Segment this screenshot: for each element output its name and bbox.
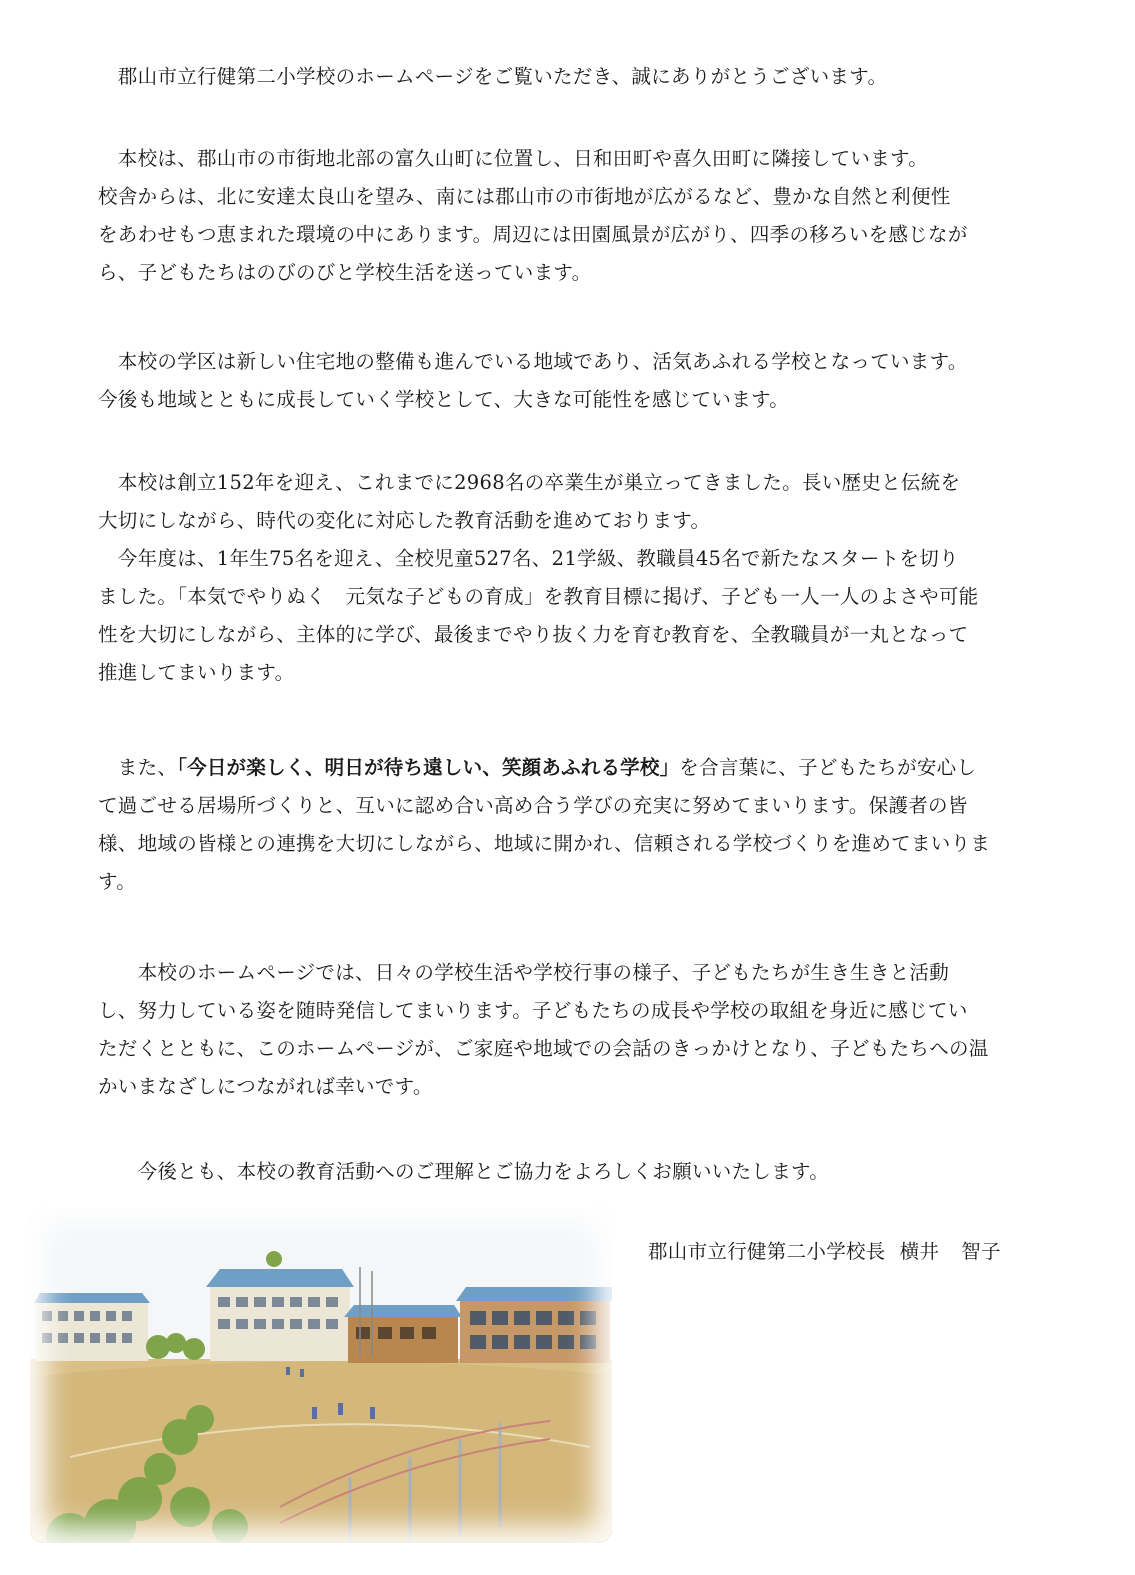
signature-surname: 横井	[899, 1240, 940, 1263]
text-line: す。	[98, 870, 137, 893]
text-line: 大切にしながら、時代の変化に対応した教育活動を進めております。	[98, 509, 711, 532]
text-line: ただくとともに、このホームページが、ご家庭や地域での会話のきっかけとなり、子どもたちへの温	[98, 1037, 989, 1060]
text-line: 性を大切にしながら、主体的に学び、最後までやり抜く力を育む教育を、全教職員が一丸となって	[98, 623, 969, 646]
text-line: をあわせもつ恵まれた環境の中にあります。周辺には田園風景が広がり、四季の移ろいを感じなが	[98, 223, 968, 246]
text-line: 校舎からは、北に安達太良山を望み、南には郡山市の市街地が広がるなど、豊かな自然と利便性	[98, 185, 951, 208]
text-line: ました。「本気でやりぬく 元気な子どもの育成」を教育目標に掲げ、子ども一人一人のよさや可能	[98, 585, 979, 608]
text-line: 本校の学区は新しい住宅地の整備も進んでいる地域であり、活気あふれる学校となっています。	[98, 350, 968, 373]
text-line: 本校は、郡山市の市街地北部の富久山町に位置し、日和田町や喜久田町に隣接しています。	[98, 147, 929, 170]
greeting-paragraph-3	[98, 343, 1070, 419]
text-line: 今後とも、本校の教育活動へのご理解とご協力をよろしくお願いいたします。	[98, 1160, 830, 1183]
text-line	[98, 749, 1070, 787]
greeting-paragraph-5	[98, 749, 1070, 901]
text-line: 今年度は、1年生75名を迎え、全校児童527名、21学級、教職員45名で新たなスタートを切り	[98, 547, 959, 570]
school-motto: 「今日が楽しく、明日が待ち遠しい、笑顔あふれる学校」	[177, 756, 680, 779]
text-line: 本校のホームページでは、日々の学校生活や学校行事の様子、子どもたちが生き生きと活動	[98, 961, 950, 984]
greeting-paragraph-2	[98, 140, 1070, 292]
greeting-paragraph-6	[98, 954, 1070, 1106]
text-line: かいまなざしにつながれば幸いです。	[98, 1075, 433, 1098]
greeting-paragraph-1	[98, 58, 1070, 96]
signature-given-name: 智子	[961, 1240, 1001, 1263]
text-line: 推進してまいります。	[98, 661, 295, 684]
text-line: 本校は創立152年を迎え、これまでに2968名の卒業生が巣立ってきました。長い歴史と伝統を	[98, 471, 961, 494]
greeting-paragraph-4	[98, 464, 1070, 692]
text-segment: また、	[98, 756, 178, 779]
text-line: 郡山市立行健第二小学校のホームページをご覧いただき、誠にありがとうございます。	[98, 65, 888, 88]
text-line: ら、子どもたちはのびのびと学校生活を送っています。	[98, 261, 592, 284]
principal-signature	[648, 1233, 1001, 1271]
text-line: て過ごせる居場所づくりと、互いに認め合い高め合う学びの充実に努めてまいります。保護者の皆	[98, 794, 968, 817]
text-line: 様、地域の皆様との連携を大切にしながら、地域に開かれ、信頼される学校づくりを進めてまいりま	[98, 832, 991, 855]
signature-title: 郡山市立行健第二小学校長	[648, 1240, 886, 1263]
text-line: し、努力している姿を随時発信してまいります。子どもたちの成長や学校の取組を身近に感じてい	[98, 999, 968, 1022]
text-segment: を合言葉に、子どもたちが安心し	[679, 756, 977, 779]
text-line: 今後も地域とともに成長していく学校として、大きな可能性を感じています。	[98, 388, 790, 411]
school-building-photo	[30, 1207, 612, 1543]
greeting-paragraph-7	[98, 1153, 1070, 1191]
